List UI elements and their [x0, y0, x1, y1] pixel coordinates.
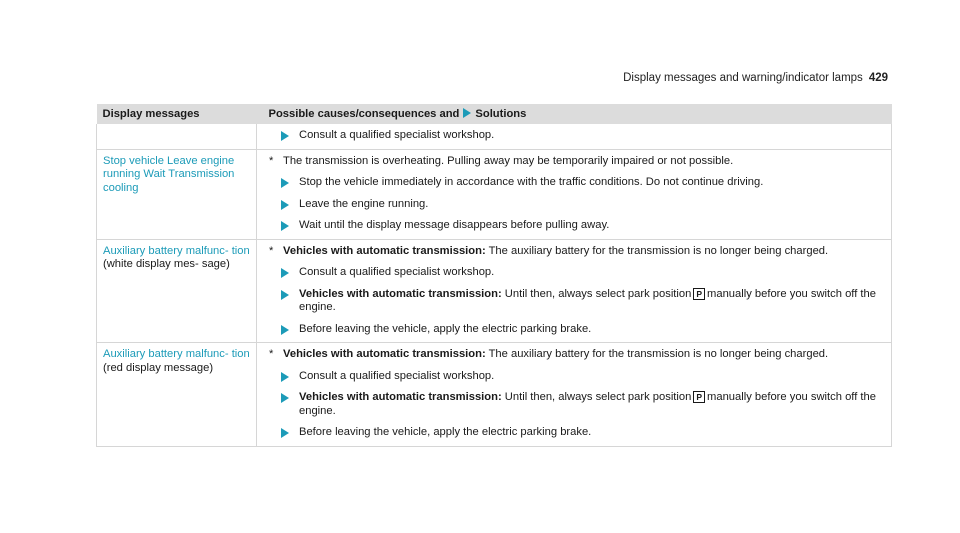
table-row — [97, 343, 892, 447]
message-note: (white display mes- sage) — [103, 258, 230, 270]
step — [269, 219, 883, 233]
bullet-star: * — [269, 348, 274, 360]
step — [269, 288, 883, 315]
bullet-star: * — [269, 244, 274, 257]
step-text: manually before you switch off the engine. — [299, 391, 876, 417]
table-row — [97, 239, 892, 343]
arrow-right-icon — [281, 393, 289, 403]
arrow-right-icon — [281, 290, 289, 300]
cause-text — [269, 245, 883, 259]
cause-bold: Vehicles with automatic transmission: — [283, 244, 486, 257]
arrow-right-icon — [281, 325, 289, 335]
arrow-right-icon — [463, 108, 471, 118]
step-text: Until then, always select park position — [504, 287, 692, 300]
arrow-right-icon — [281, 268, 289, 278]
step-text: Stop the vehicle immediately in accordance with the traffic conditions. Do not continue driving. — [299, 176, 764, 188]
solution-cell — [257, 239, 892, 343]
display-message-link[interactable]: Stop vehicle Leave engine running Wait Transmission cooling — [103, 154, 235, 194]
step-text: manually before you switch off the engine. — [299, 287, 876, 313]
message-note: (red display message) — [103, 361, 214, 374]
step — [269, 176, 883, 190]
column-header-messages: Display messages — [97, 104, 257, 124]
solution-cell — [257, 124, 892, 149]
column-header-causes — [257, 104, 892, 124]
cause-text — [269, 155, 883, 169]
step-bold: Vehicles with automatic transmission: — [299, 391, 502, 403]
cause-body: The auxiliary battery for the transmission is no longer being charged. — [488, 348, 829, 360]
header-title: Display messages and warning/indicator lamps — [623, 72, 863, 84]
arrow-right-icon — [281, 372, 289, 382]
step — [269, 266, 883, 280]
table-header-row — [97, 104, 892, 124]
table-row — [97, 124, 892, 149]
step-text: Consult a qualified specialist workshop. — [299, 369, 495, 382]
step-text: Consult a qualified specialist workshop. — [299, 266, 495, 278]
cause-body: The auxiliary battery for the transmission is no longer being charged. — [488, 244, 829, 257]
cause-bold: Vehicles with automatic transmission: — [283, 348, 486, 360]
column-header-causes-label: Possible causes/consequences and — [268, 108, 460, 120]
message-cell — [97, 343, 257, 447]
column-header-solutions-label: Solutions — [475, 108, 527, 120]
arrow-right-icon — [281, 428, 289, 438]
display-message-link[interactable]: Auxiliary battery malfunc- tion — [103, 244, 250, 257]
step-text: Before leaving the vehicle, apply the electric parking brake. — [299, 322, 592, 335]
display-message-link[interactable]: Auxiliary battery malfunc- tion — [103, 348, 250, 360]
arrow-right-icon — [281, 178, 289, 188]
display-messages-table — [96, 104, 892, 447]
step-text: Consult a qualified specialist workshop. — [299, 129, 495, 141]
cause-text — [269, 348, 883, 362]
arrow-right-icon — [281, 200, 289, 210]
step-bold: Vehicles with automatic transmission: — [299, 287, 502, 300]
step-text: Until then, always select park position — [504, 391, 692, 403]
page-number: 429 — [868, 72, 888, 84]
step-text: Wait until the display message disappears before pulling away. — [299, 219, 610, 231]
park-position-icon: P — [693, 391, 705, 403]
cause-body: The transmission is overheating. Pulling away may be temporarily impaired or not possible. — [283, 154, 734, 167]
solution-cell — [257, 343, 892, 447]
step-text: Before leaving the vehicle, apply the electric parking brake. — [299, 426, 592, 438]
table-row — [97, 149, 892, 239]
step — [269, 426, 883, 440]
arrow-right-icon — [281, 221, 289, 231]
bullet-star: * — [269, 154, 274, 167]
arrow-right-icon — [281, 131, 289, 141]
solution-cell — [257, 149, 892, 239]
step — [269, 198, 883, 212]
message-cell — [97, 124, 257, 149]
park-position-icon: P — [693, 288, 705, 300]
step-text: Leave the engine running. — [299, 197, 429, 210]
step — [269, 129, 883, 143]
message-cell — [97, 239, 257, 343]
running-header — [623, 72, 888, 84]
step — [269, 391, 883, 418]
message-cell — [97, 149, 257, 239]
step — [269, 370, 883, 384]
step — [269, 323, 883, 337]
